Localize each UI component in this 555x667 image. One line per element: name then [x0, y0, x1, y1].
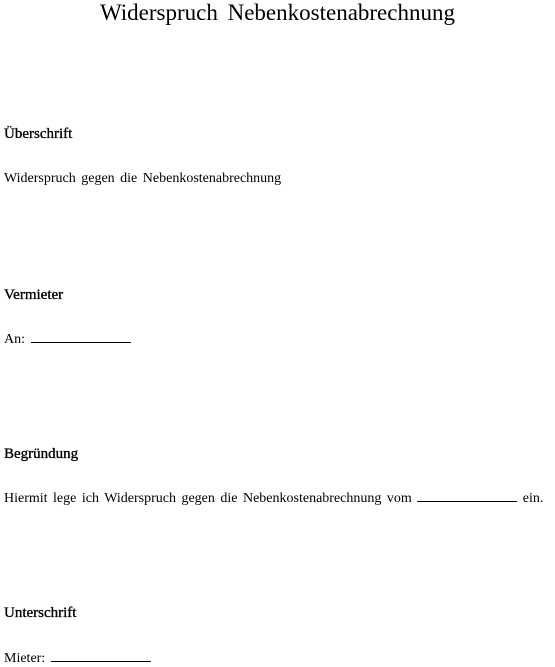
document-title: Widerspruch Nebenkostenabrechnung [100, 0, 455, 25]
tenant-prefix: Mieter: [4, 651, 46, 666]
landlord-prefix: An: [4, 332, 25, 347]
tenant-signature-blank-field[interactable] [51, 649, 151, 662]
section-heading-ueberschrift: Überschrift [4, 126, 73, 142]
reason-text: Hiermit lege ich Widerspruch gegen die Nebenkostenabrechnung vom [4, 491, 412, 506]
landlord-blank-field[interactable] [31, 330, 131, 343]
signature-line [4, 649, 151, 667]
landlord-line [4, 330, 131, 348]
reason-line [4, 489, 543, 507]
date-blank-field[interactable] [417, 489, 517, 502]
section-heading-begruendung: Begründung [4, 446, 79, 462]
subject-line: Widerspruch gegen die Nebenkostenabrechnung [4, 171, 282, 186]
section-heading-unterschrift: Unterschrift [4, 605, 77, 621]
section-heading-vermieter: Vermieter [4, 287, 64, 303]
reason-text-end: ein. [522, 491, 544, 506]
